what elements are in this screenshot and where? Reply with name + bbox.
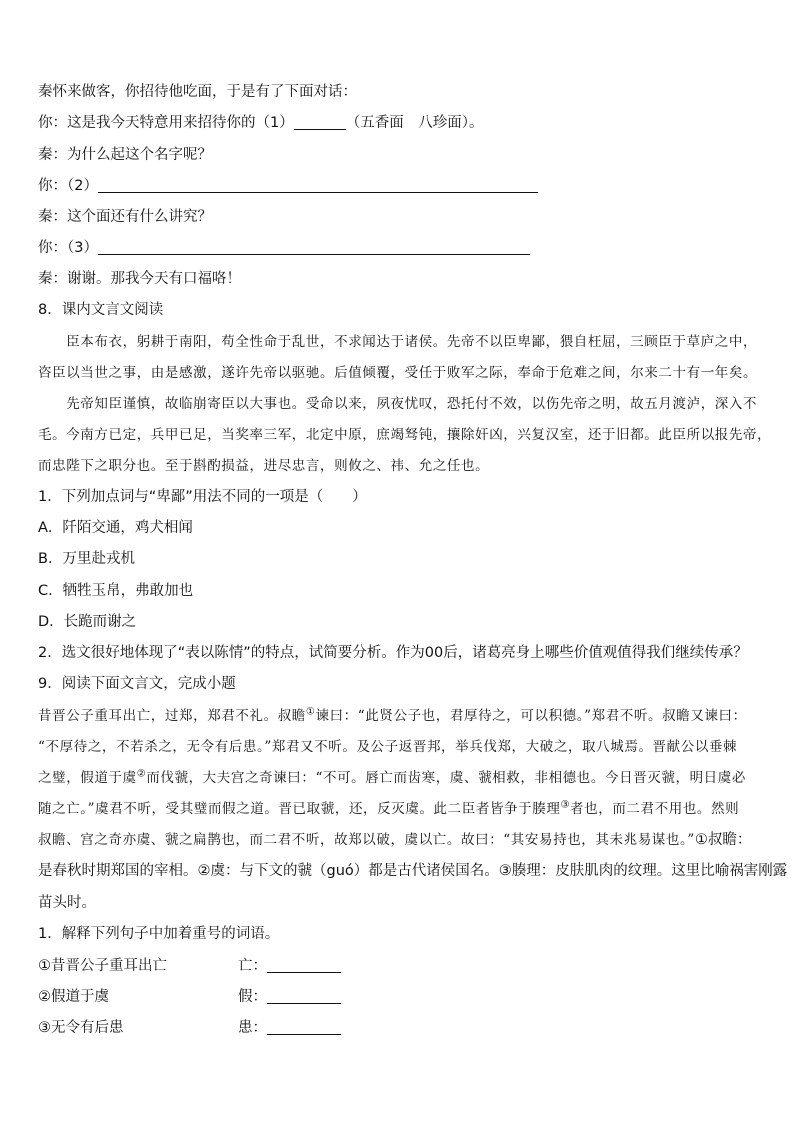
dialogue-intro: 秦怀来做客，你招待他吃面，于是有了下面对话： [38,84,357,100]
passage-9-text: 之璧，假道于虞 [38,770,137,786]
passage-9-line: “不厚待之，不若杀之，无令有后患。”郑君又不听。及公子返晋邦，举兵伐郑，大破之，取八城焉。晋献公以垂棘 [38,739,738,755]
question-9-1: 1．解释下列句子中加着重号的词语。 [38,926,280,942]
passage-9-line [38,706,747,726]
option-a[interactable]: A．阡陌交通，鸡犬相闻 [38,520,193,536]
option-d[interactable]: D．长跪而谢之 [38,614,137,630]
gloss-word: 患： [238,1020,267,1036]
dialogue-line-4: 秦：这个面还有什么讲究？ [38,209,212,225]
option-c[interactable]: C．牺牲玉帛，弗敢加也 [38,583,194,599]
passage-9-text: 而伐虢，大夫宫之奇谏曰：“不可。唇亡而齿寒，虞、虢相救，非相德也。今日晋灭虢，明日虞必 [146,770,746,786]
footnote-text: ①叔瞻： [694,832,752,848]
passage-8-line: 咨臣以当世之事，由是感激，遂许先帝以驱驰。后值倾覆，受任于败军之际，奉命于危难之间，尔来二十有一年矣。 [38,365,758,381]
answer-blank-gloss-3[interactable] [267,1020,341,1035]
passage-9-text: 者也，而二君不用也。然则 [570,801,740,817]
dialogue-line-3-text: 你：（2） [38,178,98,194]
dialogue-line-1 [38,113,483,133]
footnote-text: 是春秋时期郑国的宰相。②虞：与下文的虢（guó）都是古代诸侯国名。③腠理：皮肤肌肉的纹理。这里比喻祸害刚露 [38,863,788,879]
question-9-title: 9．阅读下面文言文，完成小题 [38,676,236,692]
gloss-item [38,987,341,1007]
footnote-marker: ② [136,768,147,780]
answer-blank-2[interactable] [98,178,538,193]
gloss-word: 亡： [238,958,267,974]
answer-blank-gloss-2[interactable] [267,989,341,1004]
dialogue-line-3 [38,176,538,196]
answer-blank-1[interactable] [294,115,346,130]
dialogue-line-6: 秦：谢谢。那我今天有口福咯！ [38,271,241,287]
passage-9-text: 昔晋公子重耳出亡，过郑，郑君不礼。叔瞻 [38,708,306,724]
answer-blank-3[interactable] [98,240,530,255]
footnote-marker: ① [305,706,316,718]
passage-9-text: 随之亡。”虞君不听，受其璧而假之道。晋已取虢，还，反灭虞。此二臣者皆争于腠理 [38,801,561,817]
question-8-title: 8．课内文言文阅读 [38,302,164,318]
dialogue-line-5-text: 你：（3） [38,240,98,256]
passage-9-line [38,830,751,850]
gloss-sentence: ②假道于虞 [38,989,109,1005]
answer-blank-gloss-1[interactable] [267,958,341,973]
dialogue-line-5 [38,238,530,258]
passage-8-line: 毛。今南方已定，兵甲已足，当奖率三军，北定中原，庶竭驽钝，攘除奸凶，兴复汉室，还于旧都。此臣所以报先帝， [38,427,772,443]
option-b[interactable]: B．万里赴戎机 [38,551,135,567]
gloss-sentence: ①昔晋公子重耳出亡 [38,958,167,974]
gloss-sentence: ③无令有后患 [38,1020,124,1036]
dialogue-line-1-options: （五香面 八珍面）。 [345,115,484,131]
passage-9-text: 叔瞻、宫之奇亦虞、虢之扁鹊也，而二君不听，故郑以破，虞以亡。故曰：“其安易持也，其未兆易谋也。” [38,832,695,848]
passage-8-line: 而忠陛下之职分也。至于斟酌损益，进尽忠言，则攸之、祎、允之任也。 [38,458,490,474]
question-8-1: 1．下列加点词与“卑鄙”用法不同的一项是（ ） [38,489,367,505]
footnote-marker: ③ [560,799,571,811]
gloss-item [38,1018,341,1038]
passage-9-line [38,768,746,788]
passage-8-line: 先帝知臣谨慎，故临崩寄臣以大事也。受命以来，夙夜忧叹，恐托付不效，以伤先帝之明，故五月渡泸，深入不 [38,396,758,412]
gloss-item [38,956,341,976]
passage-9-line [38,799,739,819]
dialogue-line-2: 秦：为什么起这个名字呢？ [38,147,212,163]
dialogue-line-1-text: 你：这是我今天特意用来招待你的（1） [38,115,294,131]
question-8-2: 2．选文很好地体现了“表以陈情”的特点，试简要分析。作为00后，诸葛亮身上哪些价值观值得我们继续传承？ [38,645,748,661]
passage-8-line: 臣本布衣，躬耕于南阳，苟全性命于乱世，不求闻达于诸侯。先帝不以臣卑鄙，猥自枉屈，三顾臣于草庐之中， [38,334,758,350]
passage-9-text: 谏曰：“此贤公子也，君厚待之，可以积德。”郑君不听。叔瞻又谏曰： [315,708,747,724]
footnote-text: 苗头时。 [38,895,96,911]
gloss-word: 假： [238,989,267,1005]
